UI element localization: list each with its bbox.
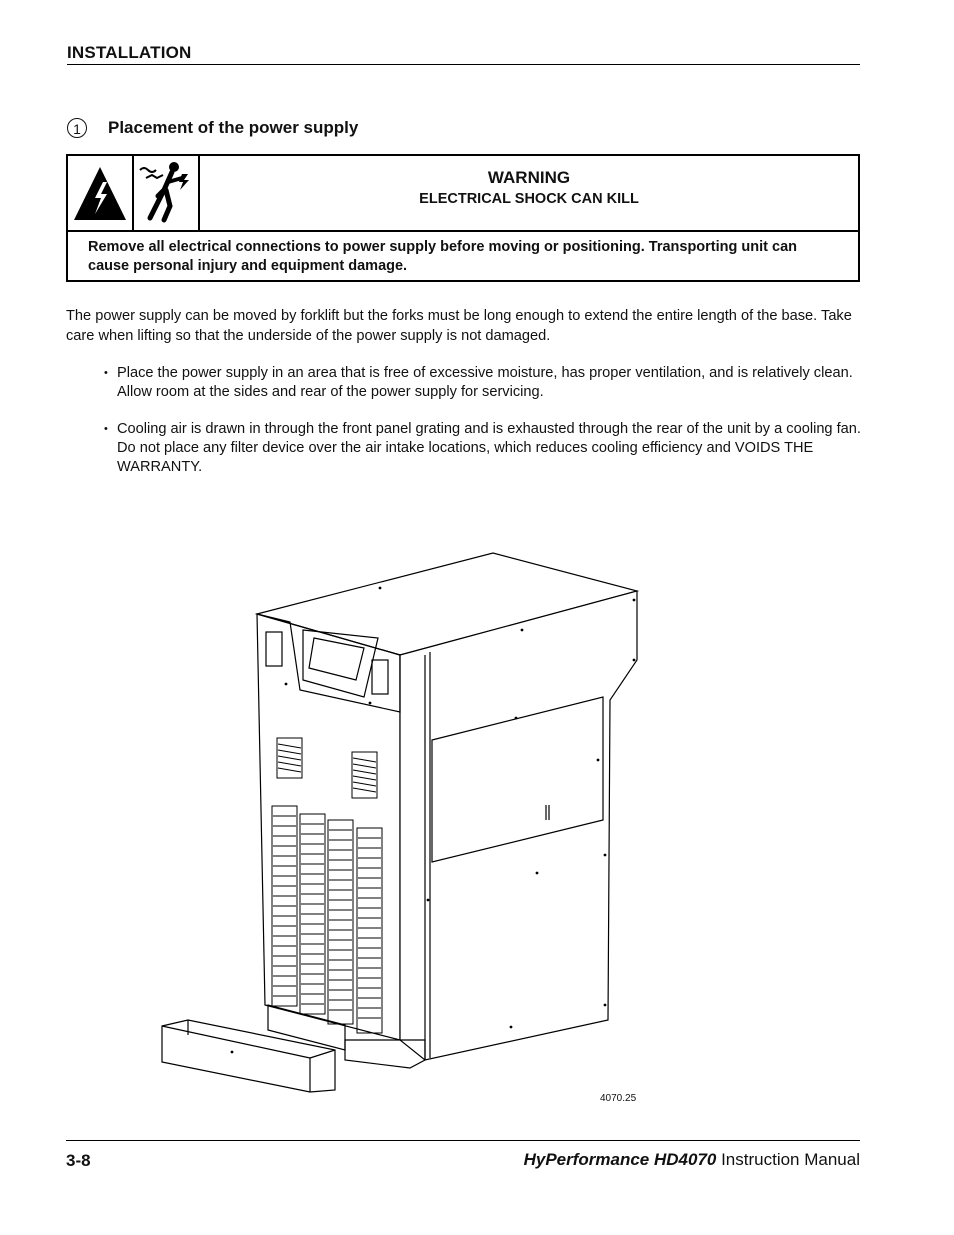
bullet-marker: • xyxy=(104,423,108,435)
product-name: HyPerformance HD4070 xyxy=(523,1150,717,1169)
step-heading xyxy=(67,116,358,140)
footer-divider xyxy=(66,1140,860,1141)
warning-subtitle: ELECTRICAL SHOCK CAN KILL xyxy=(419,191,639,207)
warning-title: WARNING xyxy=(487,168,571,187)
warning-text: Remove all electrical connections to power supply before moving or positioning. Transporting unit can cause personal injury and equipment damage. xyxy=(88,239,797,274)
electric-shock-person-icon xyxy=(134,156,200,230)
warning-header-row xyxy=(68,156,858,232)
figure-label: 4070.25 xyxy=(600,1093,637,1104)
bullet-text: Place the power supply in an area that is free of excessive moisture, has proper ventilation, and is relatively clean. Allow room at the sides and rear of the power supply for servicing. xyxy=(117,365,853,400)
step-title: Placement of the power supply xyxy=(108,118,359,137)
bullet-text: Cooling air is drawn in through the front panel grating and is exhausted through the rear of the unit by a cooling fan. Do not place any filter device over the air intake locations, which reduces cooling efficiency and VOIDS THE WARRANTY. xyxy=(117,421,861,475)
warning-box xyxy=(66,154,860,282)
bullet-marker: • xyxy=(104,367,108,379)
power-supply-illustration xyxy=(150,545,660,1105)
list-item xyxy=(104,364,864,402)
manual-title xyxy=(524,1150,860,1170)
list-item xyxy=(104,420,864,477)
warning-heading xyxy=(200,168,858,207)
section-header: INSTALLATION xyxy=(67,43,860,65)
manual-name: Instruction Manual xyxy=(716,1150,860,1169)
electrical-hazard-icon xyxy=(68,156,134,230)
intro-paragraph: The power supply can be moved by forklift but the forks must be long enough to extend the entire length of the base. Take care when lifting so that the underside of the power supply is not damaged. xyxy=(66,308,852,344)
page-number: 3-8 xyxy=(66,1151,91,1170)
step-number: 1 xyxy=(67,118,87,138)
